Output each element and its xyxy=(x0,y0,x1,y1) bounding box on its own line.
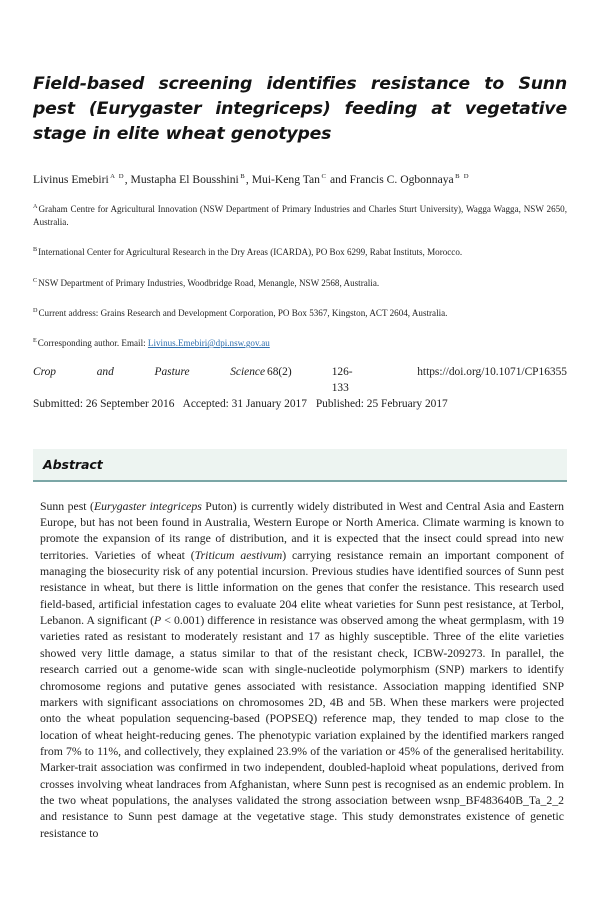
journal-word: Pasture xyxy=(154,366,190,379)
author-name: Mustapha El Bousshini xyxy=(130,172,239,186)
affiliation-text: Current address: Grains Research and Development Corporation, PO Box 5367, Kingston, ACT 2604, Australia. xyxy=(38,307,448,318)
page-range: 126-133 xyxy=(331,366,353,395)
citation-reference-line xyxy=(33,364,567,396)
affiliation-mark: D xyxy=(33,306,38,314)
journal-name xyxy=(33,364,265,380)
author-affiliation-marks: C xyxy=(321,173,328,180)
journal-word: Science xyxy=(230,366,265,379)
corresponding-author xyxy=(33,334,567,350)
author-name: Livinus Emebiri xyxy=(33,172,109,186)
accepted-date: Accepted: 31 January 2017 xyxy=(182,398,307,411)
affiliation-list xyxy=(33,187,567,350)
abstract-section-header xyxy=(33,449,567,482)
citation-block xyxy=(33,350,567,413)
author-affiliation-marks: B xyxy=(240,173,246,180)
affiliation-text: International Center for Agricultural Research in the Dry Areas (ICARDA), PO Box 6299, Rabat Instituts, Morocco. xyxy=(38,247,463,258)
affiliation-mark: C xyxy=(33,276,38,284)
journal-word: Crop xyxy=(33,366,56,379)
doi-text[interactable]: https://doi.org/10.1071/CP16355 xyxy=(417,366,567,379)
author-affiliation-marks: A D xyxy=(110,173,125,180)
volume-issue: 68(2) xyxy=(267,366,292,379)
affiliation-item xyxy=(33,243,567,259)
author-list: Livinus Emebiri $^{A D}$, Mustapha El Bousshini $^B$, Mui-Keng Tan $^C$ and Francis C. Ogbonnaya $^{B D}$ xyxy=(33,172,470,186)
affiliation-text: Graham Centre for Agricultural Innovation (NSW Department of Primary Industries and Charles Sturt University), Wagga Wagga, NSW 2650, Australia. xyxy=(33,203,567,228)
abstract-heading: Abstract xyxy=(43,456,103,472)
published-date: Published: 25 February 2017 xyxy=(315,398,448,411)
affiliation-mark: A xyxy=(33,202,38,210)
author-affiliation-marks: B D xyxy=(455,173,470,180)
affiliation-mark: B xyxy=(33,246,38,254)
abstract-text: Sunn pest (Eurygaster integriceps Puton) is currently widely distributed in West and Central Asia and Eastern Europe, but has not been found in Australia, Western Europe or North America. Climate warming is known to promote the expansion of its range of distribution, and it is expected that the insect could spread into new territories. Varieties of wheat (Triticum aestivum) carrying resistance remain an important component of managing the biosecurity risk of any potential incursion. Previous studies have identified sources of Sunn pest resistance in wheat, but there is little information on the genes that confer the resistance. This research used field-based, artificial infestation cages to evaluate 204 elite wheat varieties for Sunn pest resistance, at Terbol, Lebanon. A significant (P < 0.001) difference in resistance was observed among the wheat germplasm, with 19 varieties rated as resistant to moderately resistant and 17 as highly susceptible. Three of the elite varieties showed very little damage, a status similar to that of the resistant check, ICBW-209273. In parallel, the research carried out a genome-wide scan with single-nucleotide polymorphism (SNP) markers to identify chromosome regions and putative genes associated with resistance. Association mapping identified SNP markers with significant associations on chromosomes 2D, 4B and 5B. When these markers were projected onto the wheat population sequencing-based (POPSEQ) reference map, they tended to map close to the location of wheat height-reducing genes. The phenotypic variation explained by the identified markers ranged from 7% to 11%, and collectively, they explained 23.9% of the variation or 45% of the generalised heritability. Marker-trait association was confirmed in two independent, doubled-haploid wheat populations, derived from crosses involving wheat landraces from Afghanistan, where Sunn pest is recognised as an endemic problem. In the two wheat populations, the analyses validated the strong association between wsnp_BF483640B_Ta_2_2 and resistance to Sunn pest damage at the vegetative stage. This study demonstrates existence of genetic resistance to xyxy=(40,499,564,840)
affiliation-item xyxy=(33,304,567,320)
corresponding-mark: E xyxy=(33,337,37,344)
page-title: Field-based screening identifies resistance to Sunn pest (Eurygaster integriceps) feeding at vegetative stage in elite wheat genotypes xyxy=(33,74,567,144)
corresponding-email-link[interactable]: Livinus.Emebiri@dpi.nsw.gov.au xyxy=(147,338,270,349)
submitted-date: Submitted: 26 September 2016 xyxy=(33,398,175,411)
author-name: Francis C. Ogbonnaya xyxy=(349,172,454,186)
corresponding-prefix: Corresponding author. Email: xyxy=(37,338,146,349)
citation-dates-line xyxy=(33,396,567,413)
journal-word: and xyxy=(96,366,114,379)
affiliation-item xyxy=(33,274,567,290)
author-name: Mui-Keng Tan xyxy=(251,172,320,186)
affiliation-text: NSW Department of Primary Industries, Woodbridge Road, Menangle, NSW 2568, Australia. xyxy=(38,277,380,288)
affiliation-item xyxy=(33,200,567,229)
